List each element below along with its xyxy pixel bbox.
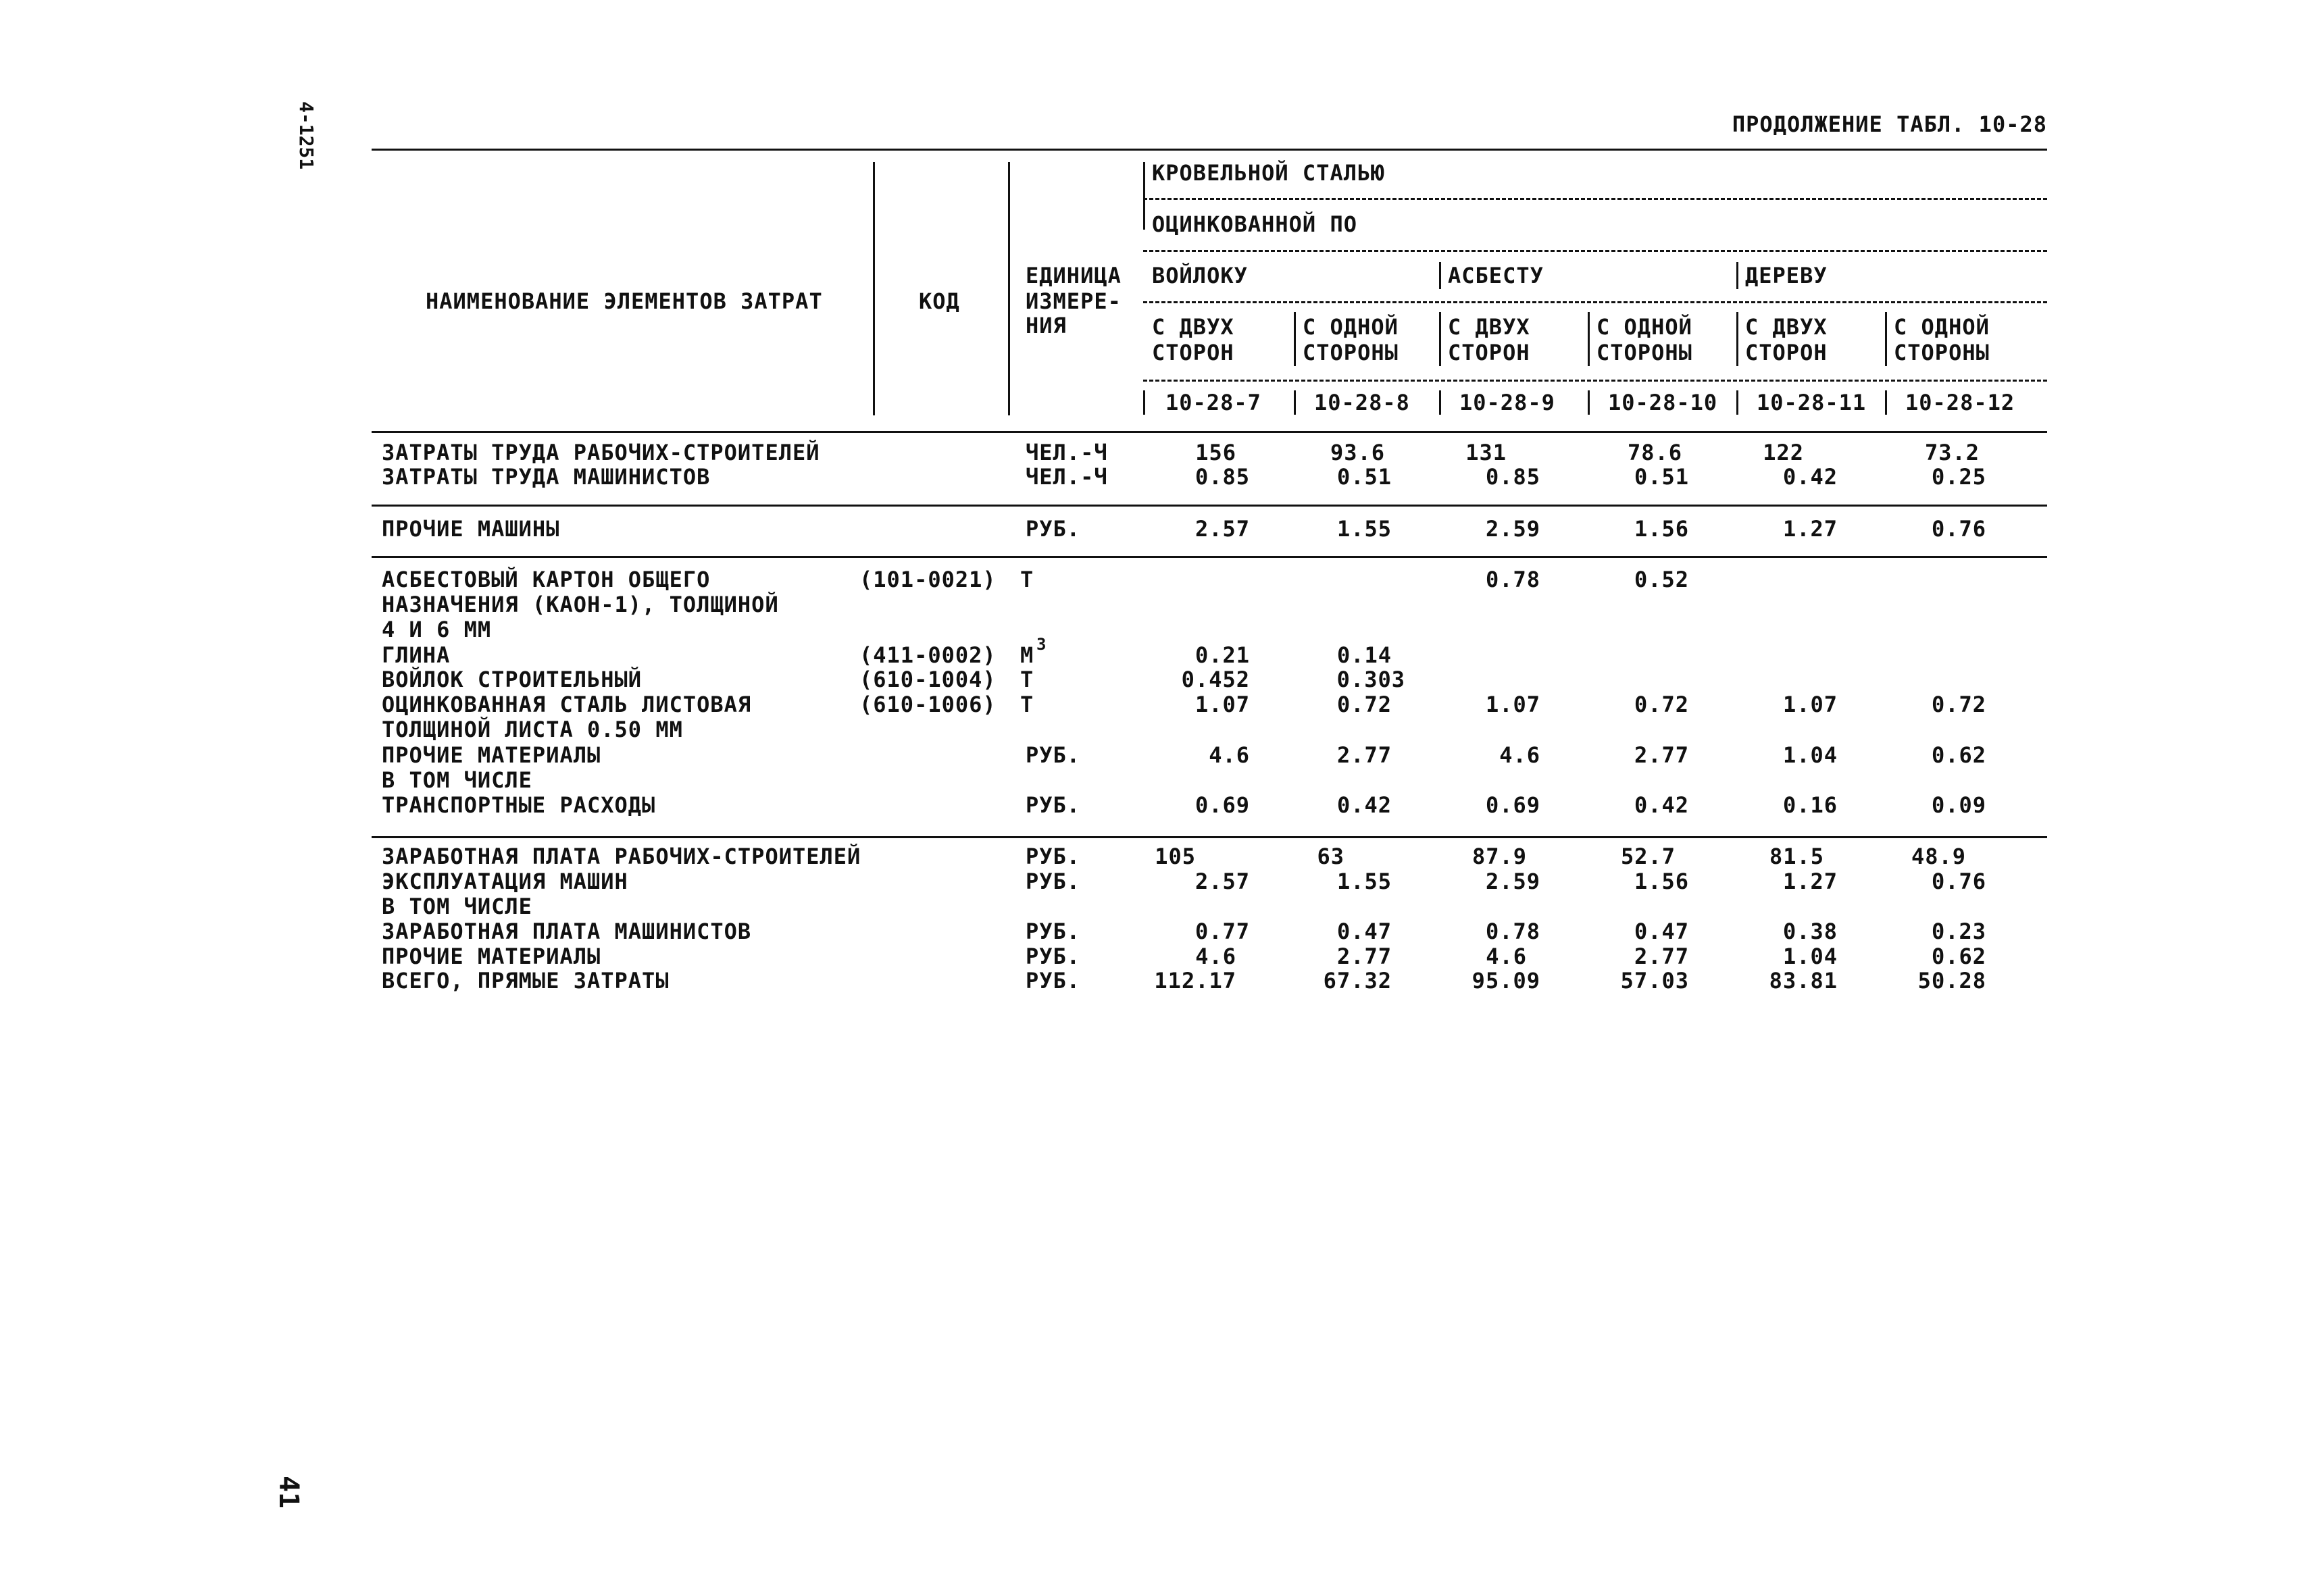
unit-column-divider: [1143, 162, 1145, 230]
cell: 1.04: [1782, 944, 1838, 969]
row-name: ВОЙЛОК СТРОИТЕЛЬНЫЙ: [382, 667, 643, 692]
cell: 131: [1465, 440, 1507, 465]
cell: 4.6: [1499, 742, 1540, 768]
cell: 63: [1317, 844, 1344, 869]
cell: 67.32: [1323, 968, 1392, 994]
row-code: (610-1004): [859, 667, 997, 692]
cell: 2.59: [1485, 869, 1540, 894]
section-rule-1: [372, 505, 2047, 507]
cell: 105: [1155, 844, 1196, 869]
col5-header-1: С ДВУХ: [1745, 314, 1828, 340]
cell: 0.78: [1485, 567, 1540, 592]
header-rule-3: [1143, 301, 2047, 303]
cell: 1.07: [1485, 692, 1540, 717]
col3-header-1: С ДВУХ: [1448, 314, 1530, 340]
cell: 1.56: [1634, 516, 1689, 542]
cell: 2.77: [1634, 742, 1689, 768]
header-rule-2: [1143, 250, 2047, 252]
cell: 1.27: [1782, 869, 1838, 894]
row-name: ОЦИНКОВАННАЯ СТАЛЬ ЛИСТОВАЯ: [382, 692, 752, 717]
header-bottom-rule: [372, 431, 2047, 433]
code-column-divider: [1008, 162, 1010, 415]
row-name: ТРАНСПОРТНЫЕ РАСХОДЫ: [382, 792, 656, 818]
col4-header-1: С ОДНОЙ: [1596, 314, 1692, 340]
col2-header-1: С ОДНОЙ: [1303, 314, 1399, 340]
cell: 0.62: [1931, 742, 1986, 768]
cell: 0.23: [1931, 919, 1986, 944]
column-header-code: КОД: [919, 288, 960, 314]
cell: 0.72: [1634, 692, 1689, 717]
cell: 1.07: [1194, 692, 1250, 717]
cell: 1.56: [1634, 869, 1689, 894]
code-divider-3: [1439, 390, 1441, 415]
cell: 122: [1763, 440, 1804, 465]
norm-code-3: 10-28-9: [1459, 390, 1555, 415]
subgroup-asbestos: АСБЕСТУ: [1448, 263, 1544, 288]
row-name: ПРОЧИЕ МАТЕРИАЛЫ: [382, 742, 601, 768]
unit-superscript: 3: [1036, 635, 1047, 654]
row-code: (610-1006): [859, 692, 997, 717]
row-unit: РУБ.: [1026, 968, 1081, 994]
cell: 0.78: [1485, 919, 1540, 944]
col6-divider: [1885, 312, 1887, 366]
row-unit: РУБ.: [1026, 792, 1081, 818]
row-unit: РУБ.: [1026, 919, 1081, 944]
col4-header-2: СТОРОНЫ: [1596, 340, 1692, 365]
cell: 73.2: [1924, 440, 1980, 465]
code-divider-2: [1294, 390, 1296, 415]
row-name: НАЗНАЧЕНИЯ (КАОН-1), ТОЛЩИНОЙ: [382, 592, 779, 617]
norm-code-6: 10-28-12: [1905, 390, 2015, 415]
cell: 57.03: [1620, 968, 1689, 994]
row-unit: ЧЕЛ.-Ч: [1026, 440, 1108, 465]
cell: 1.55: [1336, 869, 1392, 894]
header-rule-4: [1143, 380, 2047, 382]
cell: 0.69: [1194, 792, 1250, 818]
row-unit: РУБ.: [1026, 869, 1081, 894]
page-number: 41: [273, 1476, 304, 1509]
table-top-rule: [372, 149, 2047, 151]
row-name: ЗАТРАТЫ ТРУДА РАБОЧИХ-СТРОИТЕЛЕЙ: [382, 440, 820, 465]
cell: 0.52: [1634, 567, 1689, 592]
row-unit: М: [1020, 642, 1034, 668]
cell: 93.6: [1330, 440, 1385, 465]
table-continuation-title: ПРОДОЛЖЕНИЕ ТАБЛ. 10-28: [1732, 111, 2047, 137]
norm-code-5: 10-28-11: [1757, 390, 1867, 415]
row-unit: РУБ.: [1026, 742, 1081, 768]
column-header-name: НАИМЕНОВАНИЕ ЭЛЕМЕНТОВ ЗАТРАТ: [426, 288, 823, 314]
row-unit: Т: [1020, 567, 1034, 592]
cell: 112.17: [1154, 968, 1236, 994]
row-name: ЗАРАБОТНАЯ ПЛАТА РАБОЧИХ-СТРОИТЕЛЕЙ: [382, 844, 861, 869]
row-name: ЗАТРАТЫ ТРУДА МАШИНИСТОВ: [382, 464, 711, 490]
cell: 0.85: [1485, 464, 1540, 490]
cell: 1.55: [1336, 516, 1392, 542]
col2-header-2: СТОРОНЫ: [1303, 340, 1399, 365]
cell: 0.16: [1782, 792, 1838, 818]
col6-header-1: С ОДНОЙ: [1894, 314, 1990, 340]
cell: 0.47: [1634, 919, 1689, 944]
cell: 2.57: [1194, 869, 1250, 894]
cell: 1.07: [1782, 692, 1838, 717]
cell: 1.04: [1782, 742, 1838, 768]
code-divider-4: [1588, 390, 1590, 415]
cell: 2.77: [1336, 944, 1392, 969]
row-name: ВСЕГО, ПРЯМЫЕ ЗАТРАТЫ: [382, 968, 670, 994]
cell: 0.21: [1194, 642, 1250, 668]
cell: 4.6: [1486, 944, 1527, 969]
cell: 1.27: [1782, 516, 1838, 542]
cell: 0.72: [1336, 692, 1392, 717]
row-name: В ТОМ ЧИСЛЕ: [382, 767, 532, 793]
section-rule-3: [372, 836, 2047, 838]
row-name: В ТОМ ЧИСЛЕ: [382, 894, 532, 919]
subgroup-wood: ДЕРЕВУ: [1745, 263, 1828, 288]
group-header-roofing-steel: КРОВЕЛЬНОЙ СТАЛЬЮ: [1152, 160, 1385, 186]
row-name: АСБЕСТОВЫЙ КАРТОН ОБЩЕГО: [382, 567, 711, 592]
group-header-galvanized: ОЦИНКОВАННОЙ ПО: [1152, 211, 1357, 237]
column-header-unit-3: НИЯ: [1026, 313, 1067, 338]
row-unit: РУБ.: [1026, 516, 1081, 542]
row-unit: РУБ.: [1026, 944, 1081, 969]
row-unit: Т: [1020, 692, 1034, 717]
row-name: ПРОЧИЕ МАШИНЫ: [382, 516, 560, 542]
norm-code-4: 10-28-10: [1608, 390, 1718, 415]
name-column-divider: [873, 162, 875, 415]
norm-code-2: 10-28-8: [1314, 390, 1410, 415]
subgroup-felt: ВОЙЛОКУ: [1152, 263, 1248, 288]
cell: 0.42: [1782, 464, 1838, 490]
col1-header-1: С ДВУХ: [1152, 314, 1234, 340]
subgroup-divider-wood: [1736, 262, 1738, 289]
cell: 81.5: [1769, 844, 1824, 869]
cell: 156: [1195, 440, 1236, 465]
cell: 2.77: [1634, 944, 1689, 969]
section-rule-2: [372, 556, 2047, 558]
cell: 0.51: [1336, 464, 1392, 490]
row-unit: Т: [1020, 667, 1034, 692]
col2-divider: [1294, 312, 1296, 366]
column-header-unit-1: ЕДИНИЦА: [1026, 263, 1122, 288]
row-name: ПРОЧИЕ МАТЕРИАЛЫ: [382, 944, 601, 969]
col4-divider: [1588, 312, 1590, 366]
cell: 0.69: [1485, 792, 1540, 818]
norm-code-1: 10-28-7: [1165, 390, 1261, 415]
column-header-unit-2: ИЗМЕРЕ-: [1026, 288, 1122, 314]
cell: 95.09: [1472, 968, 1540, 994]
side-document-code: 4-1251: [295, 101, 318, 170]
cell: 0.47: [1336, 919, 1392, 944]
row-unit: ЧЕЛ.-Ч: [1026, 464, 1108, 490]
col3-header-2: СТОРОН: [1448, 340, 1530, 365]
cell: 48.9: [1911, 844, 1966, 869]
cell: 0.72: [1931, 692, 1986, 717]
cell: 4.6: [1209, 742, 1250, 768]
cell: 87.9: [1472, 844, 1527, 869]
row-code: (101-0021): [859, 567, 997, 592]
code-divider-1: [1143, 390, 1145, 415]
cell: 0.09: [1931, 792, 1986, 818]
row-name: ЭКСПЛУАТАЦИЯ МАШИН: [382, 869, 628, 894]
cell: 2.59: [1485, 516, 1540, 542]
cell: 0.25: [1931, 464, 1986, 490]
cell: 0.76: [1931, 869, 1986, 894]
col1-header-2: СТОРОН: [1152, 340, 1234, 365]
col6-header-2: СТОРОНЫ: [1894, 340, 1990, 365]
row-code: (411-0002): [859, 642, 997, 668]
cell: 0.42: [1336, 792, 1392, 818]
code-divider-5: [1736, 390, 1738, 415]
col3-divider: [1439, 312, 1441, 366]
row-unit: РУБ.: [1026, 844, 1081, 869]
cell: 2.77: [1336, 742, 1392, 768]
cell: 0.85: [1194, 464, 1250, 490]
cell: 2.57: [1194, 516, 1250, 542]
col5-header-2: СТОРОН: [1745, 340, 1828, 365]
row-name: ГЛИНА: [382, 642, 451, 668]
cell: 4.6: [1195, 944, 1236, 969]
cell: 0.303: [1336, 667, 1405, 692]
cell: 0.77: [1194, 919, 1250, 944]
cell: 0.62: [1931, 944, 1986, 969]
subgroup-divider-asbestos: [1439, 262, 1441, 289]
cell: 0.42: [1634, 792, 1689, 818]
code-divider-6: [1885, 390, 1887, 415]
cell: 0.38: [1782, 919, 1838, 944]
cell: 0.76: [1931, 516, 1986, 542]
row-name: ЗАРАБОТНАЯ ПЛАТА МАШИНИСТОВ: [382, 919, 752, 944]
cell: 50.28: [1917, 968, 1986, 994]
row-name: ТОЛЩИНОЙ ЛИСТА 0.50 ММ: [382, 717, 683, 742]
cell: 52.7: [1620, 844, 1676, 869]
row-name: 4 И 6 ММ: [382, 617, 492, 642]
cell: 0.51: [1634, 464, 1689, 490]
col5-divider: [1736, 312, 1738, 366]
cell: 78.6: [1627, 440, 1682, 465]
cell: 0.14: [1336, 642, 1392, 668]
cell: 0.452: [1181, 667, 1250, 692]
cell: 83.81: [1769, 968, 1838, 994]
header-rule-1: [1143, 198, 2047, 200]
